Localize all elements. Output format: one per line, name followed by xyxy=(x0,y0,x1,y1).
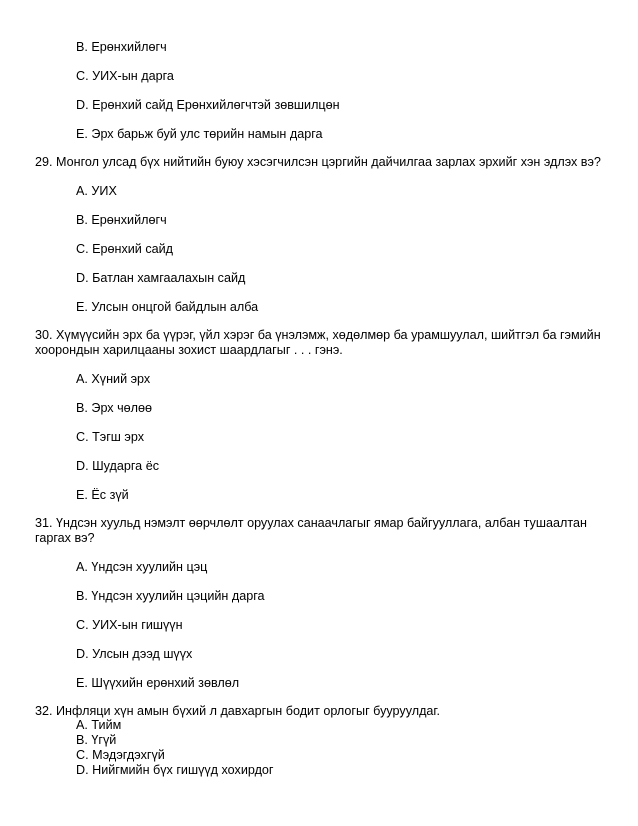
q31-option-a: A. Үндсэн хуулийн цэц xyxy=(76,560,208,574)
q30-option-d: D. Шударга ёс xyxy=(76,459,159,473)
q29-option-e: E. Улсын онцгой байдлын алба xyxy=(76,300,259,314)
q29-option-d: D. Батлан хамгаалахын сайд xyxy=(76,271,246,285)
q30-option-a: A. Хүний эрх xyxy=(76,372,151,386)
q31-option-d: D. Улсын дээд шүүх xyxy=(76,647,193,661)
q31-option-b: B. Үндсэн хуулийн цэцийн дарга xyxy=(76,589,265,603)
question-31-line1: 31. Үндсэн хуульд нэмэлт өөрчлөлт оруулах санаачлагыг ямар байгууллага, албан тушаалтан xyxy=(35,516,587,530)
option-e-prev: E. Эрх барьж буй улс төрийн намын дарга xyxy=(76,127,323,141)
q32-option-c: C. Мэдэгдэхгүй xyxy=(76,748,165,762)
option-b-prev: B. Ерөнхийлөгч xyxy=(76,40,167,54)
q30-option-e: E. Ёс зүй xyxy=(76,488,129,502)
option-c-prev: C. УИХ-ын дарга xyxy=(76,69,174,83)
q32-option-a: A. Тийм xyxy=(76,718,122,732)
q29-option-a: A. УИХ xyxy=(76,184,117,198)
question-30-line2: хоорондын харилцааны зохист шаардлагыг . . . гэнэ. xyxy=(35,343,343,357)
q29-option-c: C. Ерөнхий сайд xyxy=(76,242,174,256)
q29-option-b: B. Ерөнхийлөгч xyxy=(76,213,167,227)
question-31-line2: гаргах вэ? xyxy=(35,531,95,545)
option-d-prev: D. Ерөнхий сайд Ерөнхийлөгчтэй зөвшилцөн xyxy=(76,98,340,112)
q30-option-c: C. Тэгш эрх xyxy=(76,430,144,444)
q31-option-c: C. УИХ-ын гишүүн xyxy=(76,618,183,632)
question-30-line1: 30. Хүмүүсийн эрх ба үүрэг, үйл хэрэг ба үнэлэмж, хөдөлмөр ба урамшуулал, шийтгэл ба гэмийн xyxy=(35,328,601,342)
q30-option-b: B. Эрх чөлөө xyxy=(76,401,153,415)
q32-option-b: B. Үгүй xyxy=(76,733,117,747)
question-32: 32. Инфляци хүн амын бүхий л давхаргын бодит орлогыг бууруулдаг. xyxy=(35,704,440,718)
q32-option-d: D. Нийгмийн бүх гишүүд хохирдог xyxy=(76,763,274,777)
q31-option-e: E. Шүүхийн ерөнхий зөвлөл xyxy=(76,676,240,690)
question-29: 29. Монгол улсад бүх нийтийн буюу хэсэгчилсэн цэргийн дайчилгаа зарлах эрхийг хэн эдлэх вэ? xyxy=(35,155,601,169)
